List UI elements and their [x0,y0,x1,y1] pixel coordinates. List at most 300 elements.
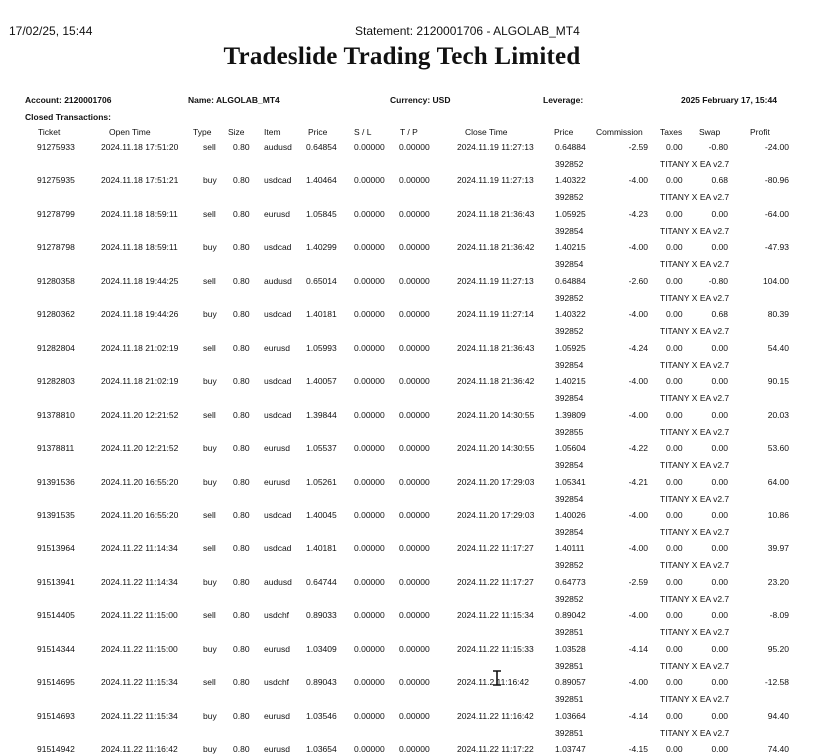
table-row [0,443,828,477]
table-row [0,543,828,577]
cell-price: 1.03409 [306,643,337,654]
cell-close-time: 2024.11.18 21:36:42 [457,376,535,387]
cell-close-time: 2024.11.18 21:36:42 [457,242,535,253]
cell-size: 0.80 [233,376,250,387]
cell-taxes: 0.00 [666,275,683,286]
cell-close-price: 1.03747 [555,744,586,754]
cell-profit: 74.40 [767,744,789,754]
cell-sl: 0.00000 [354,476,385,487]
cell-sl: 0.00000 [354,509,385,520]
cell-swap: 0.00 [711,208,728,219]
cell-profit: -64.00 [764,208,789,219]
cell-magic: 392852 [555,159,584,169]
cell-type: buy [203,476,217,487]
cell-close-time: 2024.11.22 11:15:34 [457,610,534,621]
cell-magic: 392851 [555,660,584,671]
cell-commission: -4.00 [628,242,648,253]
cell-ticket: 91391535 [37,509,75,520]
cell-tp: 0.00000 [399,342,430,353]
cell-magic: 392852 [555,560,584,571]
cell-commission: -4.00 [628,175,648,186]
cell-size: 0.80 [233,242,250,253]
cell-size: 0.80 [233,576,250,587]
header-item: Item [264,127,281,137]
cell-swap: 0.00 [711,643,728,654]
cell-close-price: 0.89057 [555,677,586,688]
cell-open-time: 2024.11.18 17:51:20 [101,142,179,152]
cell-magic: 392851 [555,727,584,738]
cell-open-time: 2024.11.18 18:59:11 [101,242,178,253]
cell-open-time: 2024.11.22 11:16:42 [101,744,178,754]
cell-close-time: 2024.11.22 11:16:42 [457,710,534,721]
cell-comment: TITANY X EA v2.7 [660,359,730,370]
cell-price: 0.89033 [306,610,337,621]
cell-commission: -4.23 [628,208,648,219]
header-price: Price [308,127,328,137]
cell-tp: 0.00000 [399,443,430,454]
cell-magic: 392854 [555,493,584,504]
table-row [0,711,828,745]
cell-profit: -24.00 [764,142,789,152]
cell-close-time: 2024.11.20 14:30:55 [457,443,535,454]
cell-close-time: 2024.11.19 11:27:13 [457,142,534,152]
cell-size: 0.80 [233,543,250,554]
cell-sl: 0.00000 [354,576,385,587]
cell-tp: 0.00000 [399,576,430,587]
cell-tp: 0.00000 [399,309,430,320]
cell-item: eurusd [264,710,290,721]
cell-price: 1.40181 [306,543,337,554]
cell-comment: TITANY X EA v2.7 [660,192,730,203]
cell-type: buy [203,744,217,754]
cell-magic: 392852 [555,593,584,604]
cell-commission: -2.59 [628,576,648,587]
cell-profit: 23.20 [767,576,789,587]
cell-size: 0.80 [233,309,250,320]
cell-sl: 0.00000 [354,342,385,353]
cell-profit: 39.97 [767,543,789,554]
cell-swap: -0.80 [708,142,728,152]
text-cursor-icon [492,670,502,686]
cell-profit: 90.15 [767,376,789,387]
cell-type: sell [203,208,216,219]
cell-magic: 392854 [555,526,584,537]
cell-open-time: 2024.11.20 16:55:20 [101,476,179,487]
cell-commission: -4.24 [628,342,648,353]
cell-tp: 0.00000 [399,142,430,152]
cell-close-price: 1.39809 [555,409,586,420]
cell-ticket: 91514942 [37,744,75,754]
cell-price: 0.64744 [306,576,337,587]
cell-price: 1.40045 [306,509,337,520]
table-row [0,276,828,310]
cell-profit: 104.00 [763,275,789,286]
cell-comment: TITANY X EA v2.7 [660,159,730,169]
header-profit: Profit [750,127,770,137]
cell-magic: 392852 [555,192,584,203]
cell-size: 0.80 [233,476,250,487]
cell-item: usdcad [264,409,292,420]
cell-close-price: 1.40322 [555,309,586,320]
cell-close-time: 2024.11.20 14:30:55 [457,409,535,420]
cell-close-time: 2024.11.22 11:17:27 [457,576,534,587]
cell-item: usdcad [264,543,292,554]
cell-type: sell [203,275,216,286]
cell-type: buy [203,710,217,721]
cell-price: 1.05993 [306,342,337,353]
table-row [0,309,828,343]
table-row [0,644,828,678]
header-tp: T / P [400,127,418,137]
cell-comment: TITANY X EA v2.7 [660,225,730,236]
header-open-time: Open Time [109,127,151,137]
cell-open-time: 2024.11.18 19:44:25 [101,275,179,286]
cell-close-price: 1.40322 [555,175,586,186]
cell-sl: 0.00000 [354,443,385,454]
cell-open-time: 2024.11.18 17:51:21 [101,175,179,186]
cell-close-time: 2024.11.18 21:36:43 [457,208,535,219]
cell-item: eurusd [264,643,290,654]
cell-price: 1.39844 [306,409,337,420]
cell-type: buy [203,576,217,587]
cell-taxes: 0.00 [666,409,683,420]
cell-ticket: 91282804 [37,342,75,353]
cell-type: sell [203,142,216,152]
cell-tp: 0.00000 [399,208,430,219]
cell-ticket: 91513941 [37,576,75,587]
cell-open-time: 2024.11.22 11:15:00 [101,610,178,621]
cell-ticket: 91513964 [37,543,75,554]
cell-commission: -2.60 [628,275,648,286]
cell-size: 0.80 [233,610,250,621]
cell-type: sell [203,342,216,353]
cell-close-time: 2024.11.18 21:36:43 [457,342,535,353]
cell-profit: 94.40 [767,710,789,721]
cell-comment: TITANY X EA v2.7 [660,426,730,437]
cell-taxes: 0.00 [666,744,683,754]
cell-close-price: 1.40111 [555,543,585,554]
cell-ticket: 91275935 [37,175,75,186]
account-number: Account: 2120001706 [25,95,112,105]
cell-magic: 392854 [555,359,584,370]
cell-type: buy [203,175,217,186]
cell-item: audusd [264,142,292,152]
cell-swap: 0.00 [711,610,728,621]
header-size: Size [228,127,245,137]
cell-sl: 0.00000 [354,376,385,387]
cell-close-time: 2024.11.20 17:29:03 [457,509,535,520]
cell-ticket: 91378811 [37,443,75,454]
cell-close-time: 2024.11.19 11:27:14 [457,309,534,320]
company-title: Tradeslide Trading Tech Limited [223,43,581,70]
cell-ticket: 91278799 [37,208,75,219]
cell-profit: 80.39 [767,309,789,320]
cell-close-price: 1.40215 [555,376,586,387]
cell-comment: TITANY X EA v2.7 [660,393,730,404]
cell-swap: 0.00 [711,342,728,353]
print-title: Statement: 2120001706 - ALGOLAB_MT4 [355,24,580,38]
cell-close-price: 0.64884 [555,142,586,152]
cell-type: buy [203,643,217,654]
cell-close-time: 2024.11.2 11:16:42 [457,677,530,688]
cell-price: 1.03546 [306,710,337,721]
cell-type: sell [203,610,216,621]
cell-close-price: 0.89042 [555,610,586,621]
cell-tp: 0.00000 [399,476,430,487]
cell-swap: 0.00 [711,543,728,554]
cell-open-time: 2024.11.18 21:02:19 [101,376,179,387]
cell-close-price: 1.03664 [555,710,586,721]
cell-comment: TITANY X EA v2.7 [660,493,730,504]
cell-close-time: 2024.11.20 17:29:03 [457,476,535,487]
cell-close-price: 1.05925 [555,342,586,353]
cell-profit: 10.86 [767,509,789,520]
header-swap: Swap [699,127,721,137]
cell-taxes: 0.00 [666,242,683,253]
cell-tp: 0.00000 [399,744,430,754]
cell-size: 0.80 [233,509,250,520]
header-type: Type [193,127,212,137]
cell-open-time: 2024.11.18 18:59:11 [101,208,178,219]
cell-sl: 0.00000 [354,242,385,253]
cell-comment: TITANY X EA v2.7 [660,460,730,471]
cell-ticket: 91275933 [37,142,75,152]
cell-size: 0.80 [233,409,250,420]
cell-item: usdcad [264,376,292,387]
cell-commission: -4.14 [628,710,648,721]
cell-price: 0.89043 [306,677,337,688]
cell-item: usdcad [264,509,292,520]
cell-open-time: 2024.11.22 11:15:34 [101,710,178,721]
cell-close-time: 2024.11.22 11:15:33 [457,643,534,654]
header-close-price: Price [554,127,574,137]
cell-swap: 0.00 [711,376,728,387]
cell-open-time: 2024.11.22 11:15:00 [101,643,178,654]
cell-size: 0.80 [233,175,250,186]
cell-commission: -4.00 [628,309,648,320]
cell-close-price: 1.05604 [555,443,586,454]
cell-profit: 64.00 [767,476,789,487]
cell-commission: -4.15 [628,744,648,754]
cell-sl: 0.00000 [354,208,385,219]
cell-magic: 392854 [555,460,584,471]
cell-ticket: 91278798 [37,242,75,253]
cell-tp: 0.00000 [399,610,430,621]
cell-item: eurusd [264,342,290,353]
table-row [0,677,828,711]
cell-profit: -80.96 [764,175,789,186]
cell-sl: 0.00000 [354,710,385,721]
cell-swap: 0.00 [711,576,728,587]
cell-taxes: 0.00 [666,677,683,688]
cell-swap: 0.00 [711,677,728,688]
cell-ticket: 91378810 [37,409,75,420]
cell-price: 1.05845 [306,208,337,219]
cell-ticket: 91280362 [37,309,75,320]
cell-commission: -4.00 [628,509,648,520]
cell-magic: 392851 [555,694,584,705]
cell-close-price: 1.40215 [555,242,586,253]
cell-magic: 392851 [555,627,584,638]
cell-ticket: 91391536 [37,476,75,487]
cell-swap: 0.00 [711,476,728,487]
cell-magic: 392852 [555,292,584,303]
account-currency: Currency: USD [390,95,451,105]
cell-open-time: 2024.11.22 11:14:34 [101,576,178,587]
cell-profit: 95.20 [767,643,789,654]
cell-item: eurusd [264,443,290,454]
cell-swap: 0.00 [711,744,728,754]
cell-tp: 0.00000 [399,509,430,520]
cell-swap: 0.68 [711,175,728,186]
cell-profit: 53.60 [767,443,789,454]
cell-close-price: 0.64773 [555,576,586,587]
cell-commission: -4.00 [628,543,648,554]
cell-type: buy [203,443,217,454]
cell-price: 1.40181 [306,309,337,320]
cell-item: eurusd [264,208,290,219]
cell-type: sell [203,409,216,420]
cell-item: audusd [264,275,292,286]
cell-size: 0.80 [233,275,250,286]
header-taxes: Taxes [660,127,683,137]
cell-size: 0.80 [233,208,250,219]
cell-sl: 0.00000 [354,409,385,420]
print-date: 17/02/25, 15:44 [9,24,93,38]
cell-item: usdcad [264,175,292,186]
cell-taxes: 0.00 [666,710,683,721]
cell-comment: TITANY X EA v2.7 [660,292,730,303]
cell-tp: 0.00000 [399,677,430,688]
cell-swap: 0.68 [711,309,728,320]
cell-tp: 0.00000 [399,376,430,387]
table-row [0,744,828,754]
header-sl: S / L [354,127,372,137]
cell-item: usdchf [264,610,290,621]
cell-price: 1.03654 [306,744,337,754]
table-row [0,376,828,410]
cell-swap: 0.00 [711,409,728,420]
cell-swap: 0.00 [711,509,728,520]
table-row [0,577,828,611]
cell-sl: 0.00000 [354,309,385,320]
cell-item: eurusd [264,476,290,487]
cell-item: eurusd [264,744,290,754]
cell-type: sell [203,509,216,520]
table-row [0,343,828,377]
cell-size: 0.80 [233,643,250,654]
cell-sl: 0.00000 [354,610,385,621]
cell-sl: 0.00000 [354,677,385,688]
cell-ticket: 91282803 [37,376,75,387]
cell-tp: 0.00000 [399,409,430,420]
cell-taxes: 0.00 [666,576,683,587]
cell-commission: -4.00 [628,409,648,420]
cell-close-price: 0.64884 [555,275,586,286]
cell-type: buy [203,242,217,253]
cell-commission: -4.14 [628,643,648,654]
cell-size: 0.80 [233,342,250,353]
cell-taxes: 0.00 [666,142,683,152]
cell-profit: -12.58 [764,677,789,688]
cell-profit: -8.09 [769,610,789,621]
cell-comment: TITANY X EA v2.7 [660,259,730,270]
cell-ticket: 91514405 [37,610,75,621]
cell-price: 1.05261 [306,476,337,487]
section-title: Closed Transactions: [25,112,111,122]
cell-magic: 392854 [555,393,584,404]
cell-item: usdchf [264,677,290,688]
cell-swap: -0.80 [708,275,728,286]
cell-commission: -4.22 [628,443,648,454]
cell-magic: 392854 [555,225,584,236]
account-name: Name: ALGOLAB_MT4 [188,95,280,105]
table-row [0,209,828,243]
cell-comment: TITANY X EA v2.7 [660,727,730,738]
table-row [0,175,828,209]
statement-date: 2025 February 17, 15:44 [681,95,777,105]
table-row [0,477,828,511]
cell-close-time: 2024.11.19 11:27:13 [457,275,534,286]
header-commission: Commission [596,127,643,137]
cell-swap: 0.00 [711,242,728,253]
cell-close-price: 1.03528 [555,643,586,654]
cell-sl: 0.00000 [354,142,385,152]
cell-type: buy [203,309,217,320]
cell-type: buy [203,376,217,387]
cell-commission: -4.00 [628,376,648,387]
cell-tp: 0.00000 [399,710,430,721]
cell-ticket: 91514695 [37,677,75,688]
cell-comment: TITANY X EA v2.7 [660,660,730,671]
table-row [0,142,828,176]
cell-profit: 20.03 [767,409,789,420]
header-ticket: Ticket [38,127,61,137]
cell-swap: 0.00 [711,443,728,454]
cell-tp: 0.00000 [399,643,430,654]
cell-open-time: 2024.11.20 12:21:52 [101,409,179,420]
header-close-time: Close Time [465,127,508,137]
cell-comment: TITANY X EA v2.7 [660,560,730,571]
cell-close-time: 2024.11.22 11:17:22 [457,744,534,754]
cell-taxes: 0.00 [666,543,683,554]
cell-commission: -4.00 [628,610,648,621]
cell-sl: 0.00000 [354,275,385,286]
cell-item: usdcad [264,242,292,253]
cell-open-time: 2024.11.20 16:55:20 [101,509,179,520]
cell-comment: TITANY X EA v2.7 [660,694,730,705]
cell-taxes: 0.00 [666,610,683,621]
cell-swap: 0.00 [711,710,728,721]
cell-price: 1.40057 [306,376,337,387]
cell-magic: 392854 [555,259,584,270]
cell-sl: 0.00000 [354,175,385,186]
cell-open-time: 2024.11.18 19:44:26 [101,309,179,320]
cell-tp: 0.00000 [399,275,430,286]
table-row [0,410,828,444]
cell-close-price: 1.05925 [555,208,586,219]
cell-ticket: 91280358 [37,275,75,286]
cell-commission: -4.00 [628,677,648,688]
cell-profit: -47.93 [764,242,789,253]
cell-taxes: 0.00 [666,208,683,219]
cell-size: 0.80 [233,677,250,688]
cell-open-time: 2024.11.18 21:02:19 [101,342,179,353]
cell-close-time: 2024.11.22 11:17:27 [457,543,534,554]
cell-taxes: 0.00 [666,309,683,320]
cell-price: 0.64854 [306,142,337,152]
cell-comment: TITANY X EA v2.7 [660,526,730,537]
